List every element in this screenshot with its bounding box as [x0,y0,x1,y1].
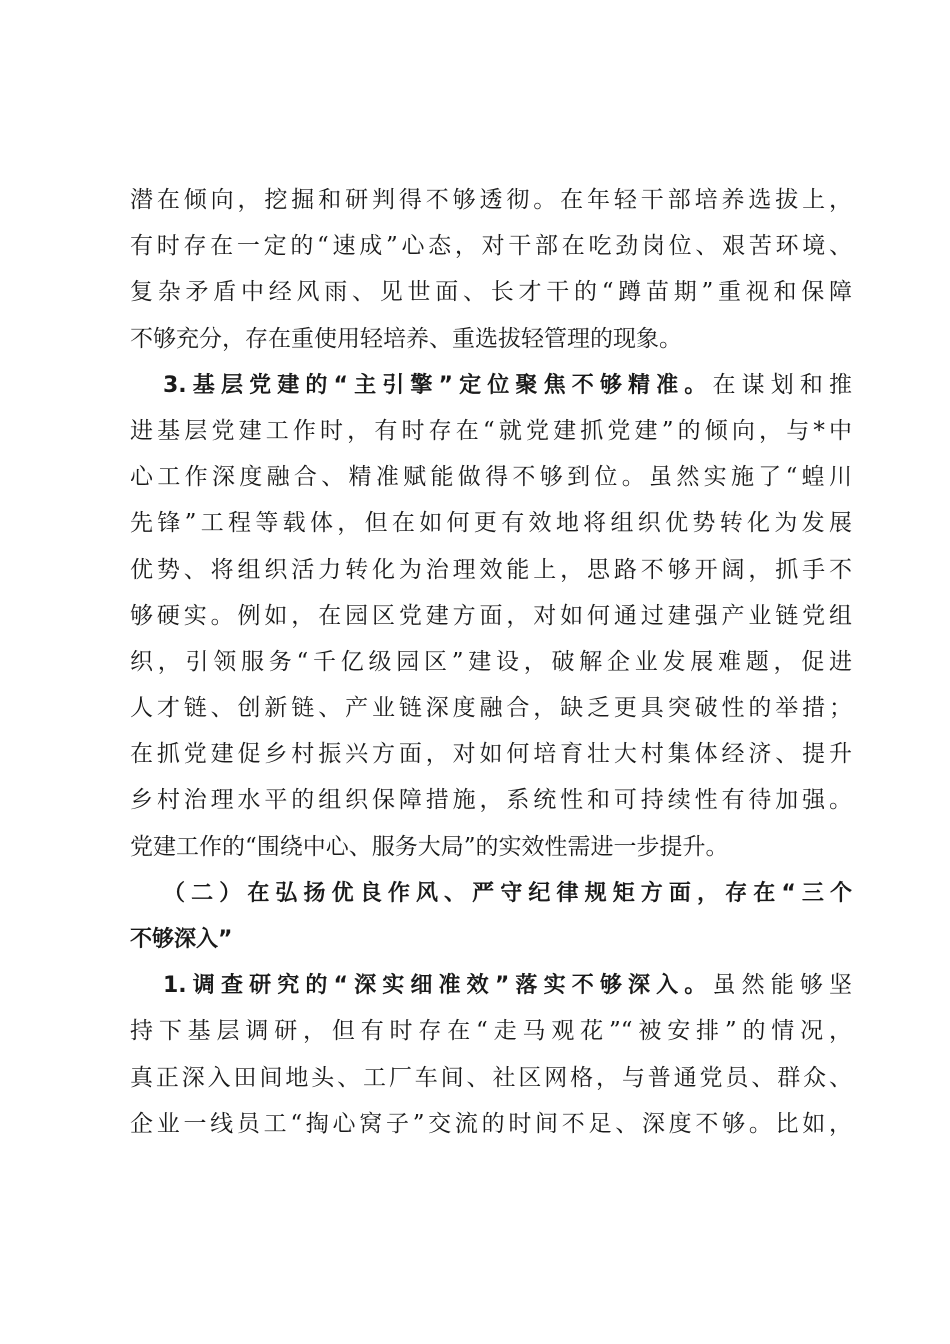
body-text: 进基层党建工作时，有时存在“就党建抓党建”的倾向，与*中 [130,417,852,444]
text-line [130,639,852,685]
bold-heading-text: 3.基层党建的“主引擎”定位聚焦不够精准。 [163,372,713,398]
text-line [130,177,852,223]
text-line [130,731,852,777]
text-line [130,824,852,870]
text-line [130,870,852,916]
body-text: 企业一线员工“掏心窝子”交流的时间不足、深度不够。比如， [130,1110,852,1137]
text-line [130,777,852,823]
text-line [130,685,852,731]
body-text: 有时存在一定的“速成”心态，对干部在吃劲岗位、艰苦环境、 [130,233,852,260]
body-text: 潜在倾向，挖掘和研判得不够透彻。在年轻干部培养选拔上， [130,187,852,213]
text-line [130,500,852,546]
body-text: 真正深入田间地头、工厂车间、社区网格，与普通党员、群众、 [130,1064,852,1091]
text-line [130,454,852,500]
text-line [130,1008,852,1054]
text-line [130,408,852,454]
text-line [130,962,852,1008]
body-text: 织，引领服务“千亿级园区”建设，破解企业发展难题，促进 [130,648,852,675]
body-text: 先锋”工程等载体，但在如何更有效地将组织优势转化为发展 [130,510,852,537]
body-text: 不够充分，存在重使用轻培养、重选拔轻管理的现象。 [130,325,682,352]
bold-heading-text: 1.调查研究的“深实细准效”落实不够深入。 [163,973,713,999]
bold-heading-text: （二）在弘扬优良作风、严守纪律规矩方面，存在“三个 [163,880,852,906]
body-text: 复杂矛盾中经风雨、见世面、长才干的“蹲苗期”重视和保障 [130,279,852,306]
text-line [130,1101,852,1147]
text-line [130,362,852,408]
body-text: 人才链、创新链、产业链深度融合，缺乏更具突破性的举措； [130,695,852,722]
text-line [130,1055,852,1101]
body-text: 持下基层调研，但有时存在“走马观花”“被安排”的情况， [130,1018,852,1045]
bold-heading-text: 不够深入” [130,927,233,952]
body-text: 虽然能够坚 [712,972,853,999]
body-text: 乡村治理水平的组织保障措施，系统性和可持续性有待加强。 [130,787,852,814]
document-page [130,177,852,1147]
text-line [130,593,852,639]
body-text: 在抓党建促乡村振兴方面，对如何培育壮大村集体经济、提升 [130,741,852,768]
body-text: 在谋划和推 [712,371,853,398]
text-line [130,316,852,362]
text-line [130,916,852,962]
text-line [130,223,852,269]
body-text: 够硬实。例如，在园区党建方面，对如何通过建强产业链党组 [130,602,852,629]
text-line [130,547,852,593]
body-text: 党建工作的“围绕中心、服务大局”的实效性需进一步提升。 [130,833,729,860]
text-line [130,269,852,315]
body-text: 优势、将组织活力转化为治理效能上，思路不够开阔，抓手不 [130,556,852,583]
body-text: 心工作深度融合、精准赋能做得不够到位。虽然实施了“蝗川 [130,464,852,491]
